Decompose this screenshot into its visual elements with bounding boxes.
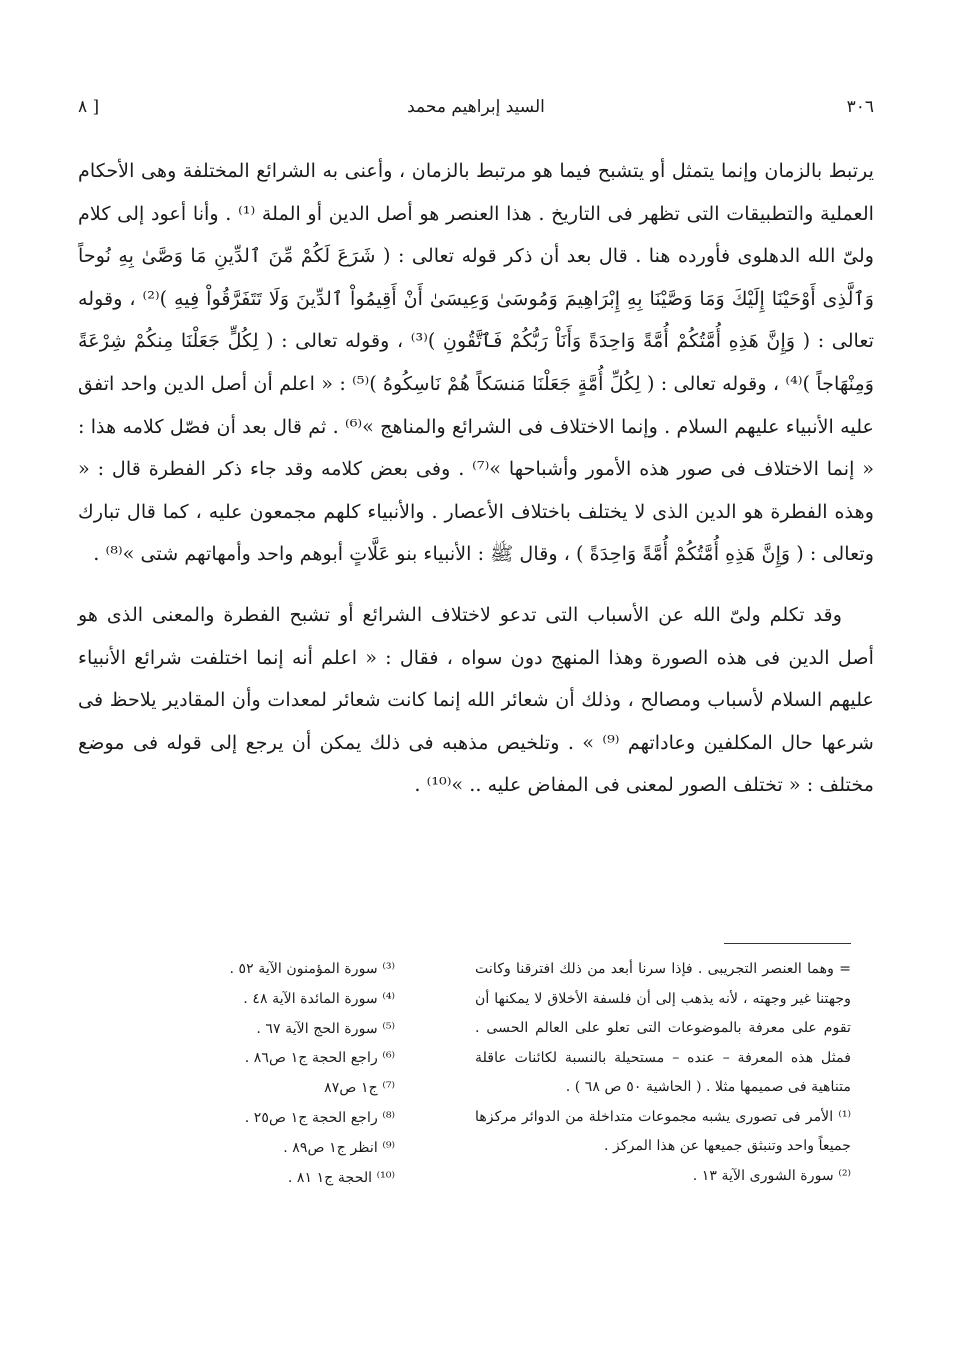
footnote: ⁽¹⁾ الأمر فى تصورى يشبه مجموعات متداخلة من الدوائر مركزها جميعاً واحد وتنبثق جميعها عن هذا المركز . [475,1108,851,1154]
running-title: السيد إبراهيم محمد [407,97,545,117]
page-header [78,94,874,120]
footnotes-right-column [475,955,851,1191]
footnote: ⁽⁵⁾ سورة الحج الآية ٦٧ . [256,1020,395,1037]
page-number: ٣٠٦ [846,97,874,117]
issue-reference: [ ٨ [78,97,100,117]
footnote: ⁽⁸⁾ راجع الحجة ج١ ص٢٥ . [244,1109,395,1126]
footnote: ⁽¹⁰⁾ الحجة ج١ ٨١ . [287,1169,395,1186]
footnote: ⁽²⁾ سورة الشورى الآية ١٣ . [692,1167,851,1184]
footnote: ⁽⁷⁾ ج١ ص٨٧ [324,1080,395,1097]
footnote: ⁽⁶⁾ راجع الحجة ج١ ص٨٦ . [244,1050,395,1067]
footnote: ⁽⁹⁾ انظر ج١ ص٨٩ . [283,1139,395,1156]
footnote: ⁽⁴⁾ سورة المائدة الآية ٤٨ . [243,990,395,1007]
footnote-separator [724,943,851,944]
main-text [78,150,874,807]
footnote-continuation: = وهما العنصر التجريبى . فإذا سرنا أبعد من ذلك افترقنا وكانت وجهتنا غير وجهته ، لأنه يذهب إلى أن فلسفة الأخلاق لا يمكنها أن تقوم على معرفة بالموضوعات التى تعلو على العالم الحسى . فمثل هذه المعرفة – عنده – مستحيلة بالنسبة لكائنات عاقلة متناهية فى صميمها مثلا . ( الحاشية ٥٠ ص ٦٨ ) . [475,961,851,1095]
paragraph: وقد تكلم ولىّ الله عن الأسباب التى تدعو لاختلاف الشرائع أو تشبح الفطرة والمعنى الذى هو أصل الدين فى هذه الصورة وهذا المنهج دون سواه ، فقال : « اعلم أنه إنما اختلفت شرائع الأنبياء عليهم السلام لأسباب ومصالح ، وذلك أن شعائر الله إنما كانت شعائر لمعدات وأن المقادير يلاحظ فى شرعها حال المكلفين وعاداتهم ⁽⁹⁾ » . وتلخيص مذهبه فى ذلك يمكن أن يرجع إلى قوله فى موضع مختلف : « تختلف الصور لمعنى فى المفاض عليه .. »⁽¹⁰⁾ . [78,602,874,797]
footnotes-left-column [195,955,395,1193]
paragraph: يرتبط بالزمان وإنما يتمثل أو يتشبح فيما هو مرتبط بالزمان ، وأعنى به الشرائع المختلفة وهى الأحكام العملية والتطبيقات التى تظهر فى التاريخ . هذا العنصر هو أصل الدين أو الملة ⁽¹⁾ . وأنا أعود إلى كلام ولىّ الله الدهلوى فأورده هنا . قال بعد أن ذكر قوله تعالى : ( شَرَعَ لَكُمْ مِّنَ ٱلدِّينِ مَا وَصَّىٰ بِهِ نُوحاً وَٱلَّذِى أَوْحَيْنَا إِلَيْكَ وَمَا وَصَّيْنَا بِهِ إِبْرَاهِيمَ وَمُوسَىٰ وَعِيسَىٰ أَنْ أَقِيمُواْ ٱلدِّينَ وَلَا تَتَفَرَّقُواْ فِيهِ )⁽²⁾ ، وقوله تعالى : ( وَإِنَّ هَذِهِ أُمَّتُكُمْ أُمَّةً وَاحِدَةً وَأَنَاْ رَبُّكُمْ فَٱتَّقُونِ )⁽³⁾ ، وقوله تعالى : ( لِكُلٍّ جَعَلْنَا مِنكُمْ شِرْعَةً وَمِنْهَاجاً )⁽⁴⁾ ، وقوله تعالى : ( لِكُلِّ أُمَّةٍ جَعَلْنَا مَنسَكاً هُمْ نَاسِكُوهُ )⁽⁵⁾ : « اعلم أن أصل الدين واحد اتفق عليه الأنبياء عليهم السلام . وإنما الاختلاف فى الشرائع والمناهج »⁽⁶⁾ . ثم قال بعد أن فصّل كلامه هذا : « إنما الاختلاف فى صور هذه الأمور وأشباحها »⁽⁷⁾ . وفى بعض كلامه وقد جاء ذكر الفطرة قال : « وهذه الفطرة هو الدين الذى لا يختلف باختلاف الأعصار . والأنبياء كلهم مجمعون عليه ، كما قال تبارك وتعالى : ( وَإِنَّ هَذِهِ أُمَّتُكُمْ أُمَّةً وَاحِدَةً ) ، وقال ﷺ : الأنبياء بنو عَلَّاتٍ أبوهم واحد وأمهاتهم شتى »⁽⁸⁾ . [78,159,875,566]
footnote: ⁽³⁾ سورة المؤمنون الآية ٥٢ . [229,961,395,977]
